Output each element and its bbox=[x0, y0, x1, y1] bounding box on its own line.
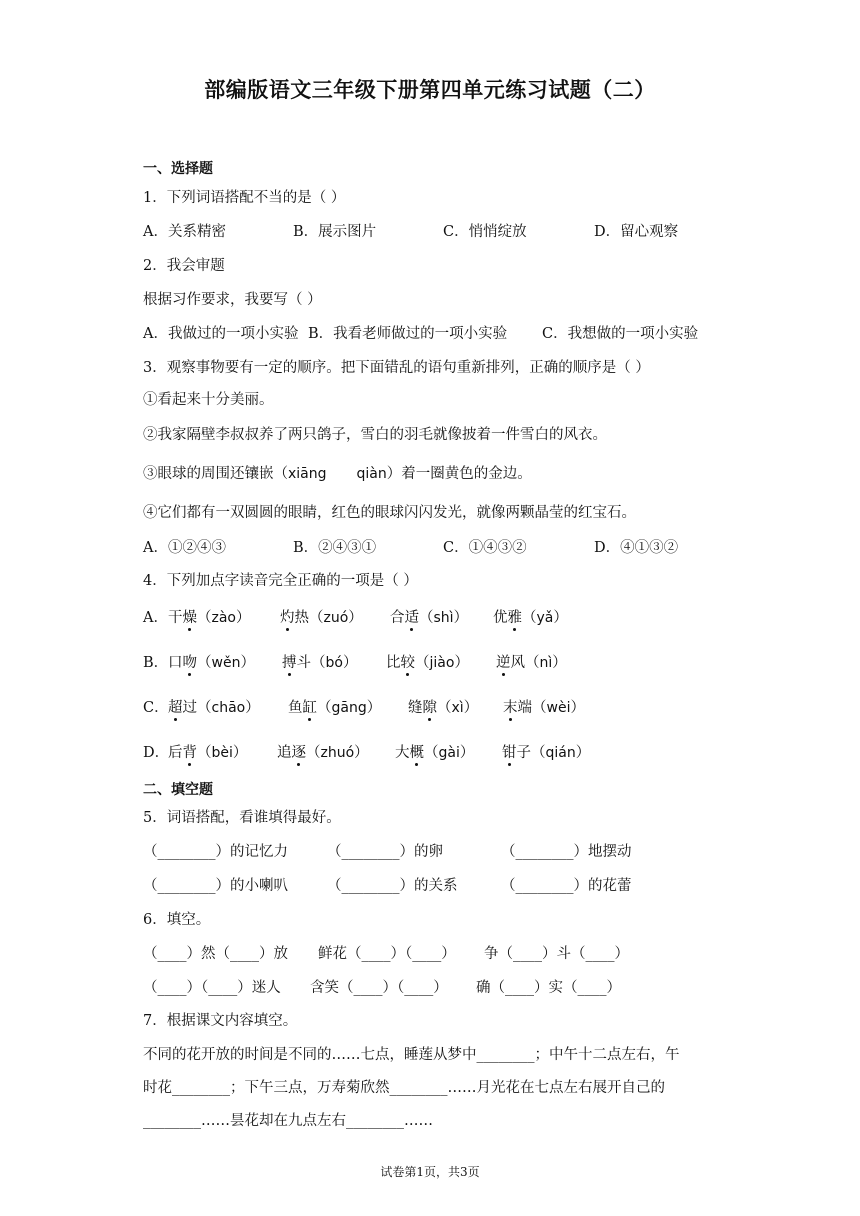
question-3-sentence-2: ②我家隔壁李叔叔养了两只鸽子，雪白的羽毛就像披着一件雪白的风衣。 bbox=[143, 427, 607, 443]
question-7-stem: 7．根据课文内容填空。 bbox=[143, 1013, 298, 1029]
question-3-sentence-4: ④它们都有一双圆圆的眼睛，红色的眼球闪闪发光，就像两颗晶莹的红宝石。 bbox=[143, 505, 636, 521]
pinyin-reading: gài bbox=[438, 745, 460, 761]
question-1-stem: 1．下列词语搭配不当的是（ ） bbox=[143, 190, 346, 206]
question-4-option-label: D． bbox=[143, 745, 170, 761]
q6-blank-3: 争（____）斗（____） bbox=[484, 946, 629, 962]
dotted-character: 搏 bbox=[282, 651, 297, 672]
question-4-word: 缝隙（xì） bbox=[408, 696, 478, 717]
q5-blank-memory: （________）的记忆力 bbox=[143, 844, 288, 860]
question-7-line-2: 时花________；下午三点，万寿菊欣然________……月光花在七点左右展开自己的 bbox=[143, 1080, 665, 1096]
word-prefix: 比 bbox=[386, 655, 401, 671]
question-4-word: 口吻（wěn） bbox=[168, 651, 255, 672]
pinyin-reading: nì bbox=[539, 655, 553, 671]
question-4-stem: 4．下列加点字读音完全正确的一项是（ ） bbox=[143, 573, 418, 589]
pinyin-reading: wěn bbox=[211, 655, 241, 671]
pinyin-reading: gāng bbox=[331, 700, 367, 716]
word-prefix: 大 bbox=[395, 745, 410, 761]
word-prefix: 后 bbox=[168, 745, 183, 761]
pinyin-xiang: xiāng bbox=[288, 466, 327, 482]
dotted-character: 燥 bbox=[183, 606, 198, 627]
pinyin-reading: shì bbox=[433, 610, 454, 626]
q6-blank-2: 鲜花（____）（____） bbox=[318, 946, 456, 962]
pinyin-reading: jiào bbox=[429, 655, 455, 671]
dotted-character: 灼 bbox=[280, 606, 295, 627]
q5-blank-bud: （________）的花蕾 bbox=[501, 878, 632, 894]
sentence-3-text-end: ）着一圈黄色的金边。 bbox=[386, 466, 532, 482]
question-4-word: 比较（jiào） bbox=[386, 651, 469, 672]
dotted-character: 钳 bbox=[502, 741, 517, 762]
question-2-option-c: C．我想做的一项小实验 bbox=[542, 326, 699, 342]
question-3-sentence-1: ①看起来十分美丽。 bbox=[143, 392, 274, 408]
pinyin-reading: yǎ bbox=[536, 610, 554, 626]
pinyin-reading: zuó bbox=[323, 610, 349, 626]
pinyin-reading: bó bbox=[325, 655, 343, 671]
dotted-character: 逐 bbox=[292, 741, 307, 762]
question-1-option-b: B．展示图片 bbox=[293, 224, 377, 240]
word-prefix: 口 bbox=[168, 655, 183, 671]
dotted-character: 超 bbox=[168, 696, 183, 717]
question-3-option-c: C．①④③② bbox=[443, 540, 527, 556]
dotted-character: 雅 bbox=[508, 606, 523, 627]
question-3-option-d: D．④①③② bbox=[594, 540, 679, 556]
question-2-subtext: 根据习作要求，我要写（ ） bbox=[143, 292, 322, 308]
question-4-word: 逆风（nì） bbox=[496, 651, 567, 672]
question-3-stem: 3．观察事物要有一定的顺序。把下面错乱的语句重新排列，正确的顺序是（ ） bbox=[143, 360, 650, 376]
dotted-character: 概 bbox=[410, 741, 425, 762]
question-4-word: 搏斗（bó） bbox=[282, 651, 357, 672]
dotted-character: 末 bbox=[503, 696, 518, 717]
section-heading-fill: 二、填空题 bbox=[143, 782, 213, 798]
question-1-option-c: C．悄悄绽放 bbox=[443, 224, 527, 240]
page-title: 部编版语文三年级下册第四单元练习试题（二） bbox=[204, 78, 656, 102]
question-4-word: 干燥（zào） bbox=[168, 606, 251, 627]
pinyin-reading: zào bbox=[211, 610, 236, 626]
page-footer: 试卷第1页，共3页 bbox=[380, 1165, 480, 1179]
question-4-option-label: C． bbox=[143, 700, 169, 716]
question-2-option-b: B．我看老师做过的一项小实验 bbox=[308, 326, 508, 342]
word-prefix: 优 bbox=[493, 610, 508, 626]
question-2-stem: 2．我会审题 bbox=[143, 258, 225, 274]
word-prefix: 鱼 bbox=[288, 700, 303, 716]
question-6-stem: 6．填空。 bbox=[143, 912, 211, 928]
pinyin-reading: xì bbox=[451, 700, 464, 716]
pinyin-qian: qiàn bbox=[356, 466, 387, 482]
word-suffix: 子 bbox=[516, 745, 531, 761]
q5-blank-trumpet: （________）的小喇叭 bbox=[143, 878, 288, 894]
pinyin-reading: zhuó bbox=[320, 745, 355, 761]
question-4-word: 追逐（zhuó） bbox=[277, 741, 369, 762]
q6-blank-4: （____）（____）迷人 bbox=[143, 980, 281, 996]
word-suffix: 过 bbox=[182, 700, 197, 716]
dotted-character: 背 bbox=[183, 741, 198, 762]
dotted-character: 吻 bbox=[183, 651, 198, 672]
dotted-character: 隙 bbox=[423, 696, 438, 717]
question-4-word: 末端（wèi） bbox=[503, 696, 585, 717]
question-7-line-1: 不同的花开放的时间是不同的……七点，睡莲从梦中________；中午十二点左右，午 bbox=[143, 1047, 680, 1063]
question-4-word: 后背（bèi） bbox=[168, 741, 247, 762]
word-prefix: 合 bbox=[390, 610, 405, 626]
pinyin-reading: wèi bbox=[546, 700, 571, 716]
sentence-3-text-start: ③眼球的周围还镶嵌（ bbox=[143, 466, 288, 482]
word-suffix: 热 bbox=[294, 610, 309, 626]
question-4-word: 灼热（zuó） bbox=[280, 606, 363, 627]
question-2-option-a: A．我做过的一项小实验 bbox=[143, 326, 299, 342]
word-prefix: 干 bbox=[168, 610, 183, 626]
question-3-sentence-3 bbox=[143, 462, 532, 483]
dotted-character: 适 bbox=[405, 606, 420, 627]
q5-blank-swing: （________）地摆动 bbox=[501, 844, 632, 860]
question-4-word: 优雅（yǎ） bbox=[493, 606, 568, 627]
q5-blank-relation: （________）的关系 bbox=[327, 878, 458, 894]
question-4-word: 钳子（qián） bbox=[502, 741, 590, 762]
word-suffix: 风 bbox=[510, 655, 525, 671]
question-1-option-d: D．留心观察 bbox=[594, 224, 679, 240]
q6-blank-5: 含笑（____）（____） bbox=[310, 980, 448, 996]
dotted-character: 缸 bbox=[303, 696, 318, 717]
word-prefix: 缝 bbox=[408, 700, 423, 716]
question-4-word: 大概（gài） bbox=[395, 741, 474, 762]
question-4-option-label: B． bbox=[143, 655, 169, 671]
question-3-option-b: B．②④③① bbox=[293, 540, 377, 556]
question-4-word: 合适（shì） bbox=[390, 606, 468, 627]
q5-blank-egg: （________）的卵 bbox=[327, 844, 443, 860]
word-prefix: 追 bbox=[277, 745, 292, 761]
word-suffix: 斗 bbox=[296, 655, 311, 671]
pinyin-reading: bèi bbox=[211, 745, 233, 761]
pinyin-reading: qián bbox=[545, 745, 576, 761]
question-4-option-label: A． bbox=[143, 610, 168, 626]
q6-blank-1: （____）然（____）放 bbox=[143, 946, 288, 962]
question-7-line-3: ________……昙花却在九点左右________…… bbox=[143, 1113, 433, 1129]
dotted-character: 较 bbox=[401, 651, 416, 672]
word-suffix: 端 bbox=[517, 700, 532, 716]
pinyin-reading: chāo bbox=[211, 700, 246, 716]
question-3-option-a: A．①②④③ bbox=[143, 540, 226, 556]
q6-blank-6: 确（____）实（____） bbox=[476, 980, 621, 996]
dotted-character: 逆 bbox=[496, 651, 511, 672]
question-5-stem: 5．词语搭配，看谁填得最好。 bbox=[143, 810, 341, 826]
question-4-word: 鱼缸（gāng） bbox=[288, 696, 381, 717]
question-4-word: 超过（chāo） bbox=[168, 696, 260, 717]
section-heading-choice: 一、选择题 bbox=[143, 161, 213, 177]
question-1-option-a: A．关系精密 bbox=[143, 224, 226, 240]
